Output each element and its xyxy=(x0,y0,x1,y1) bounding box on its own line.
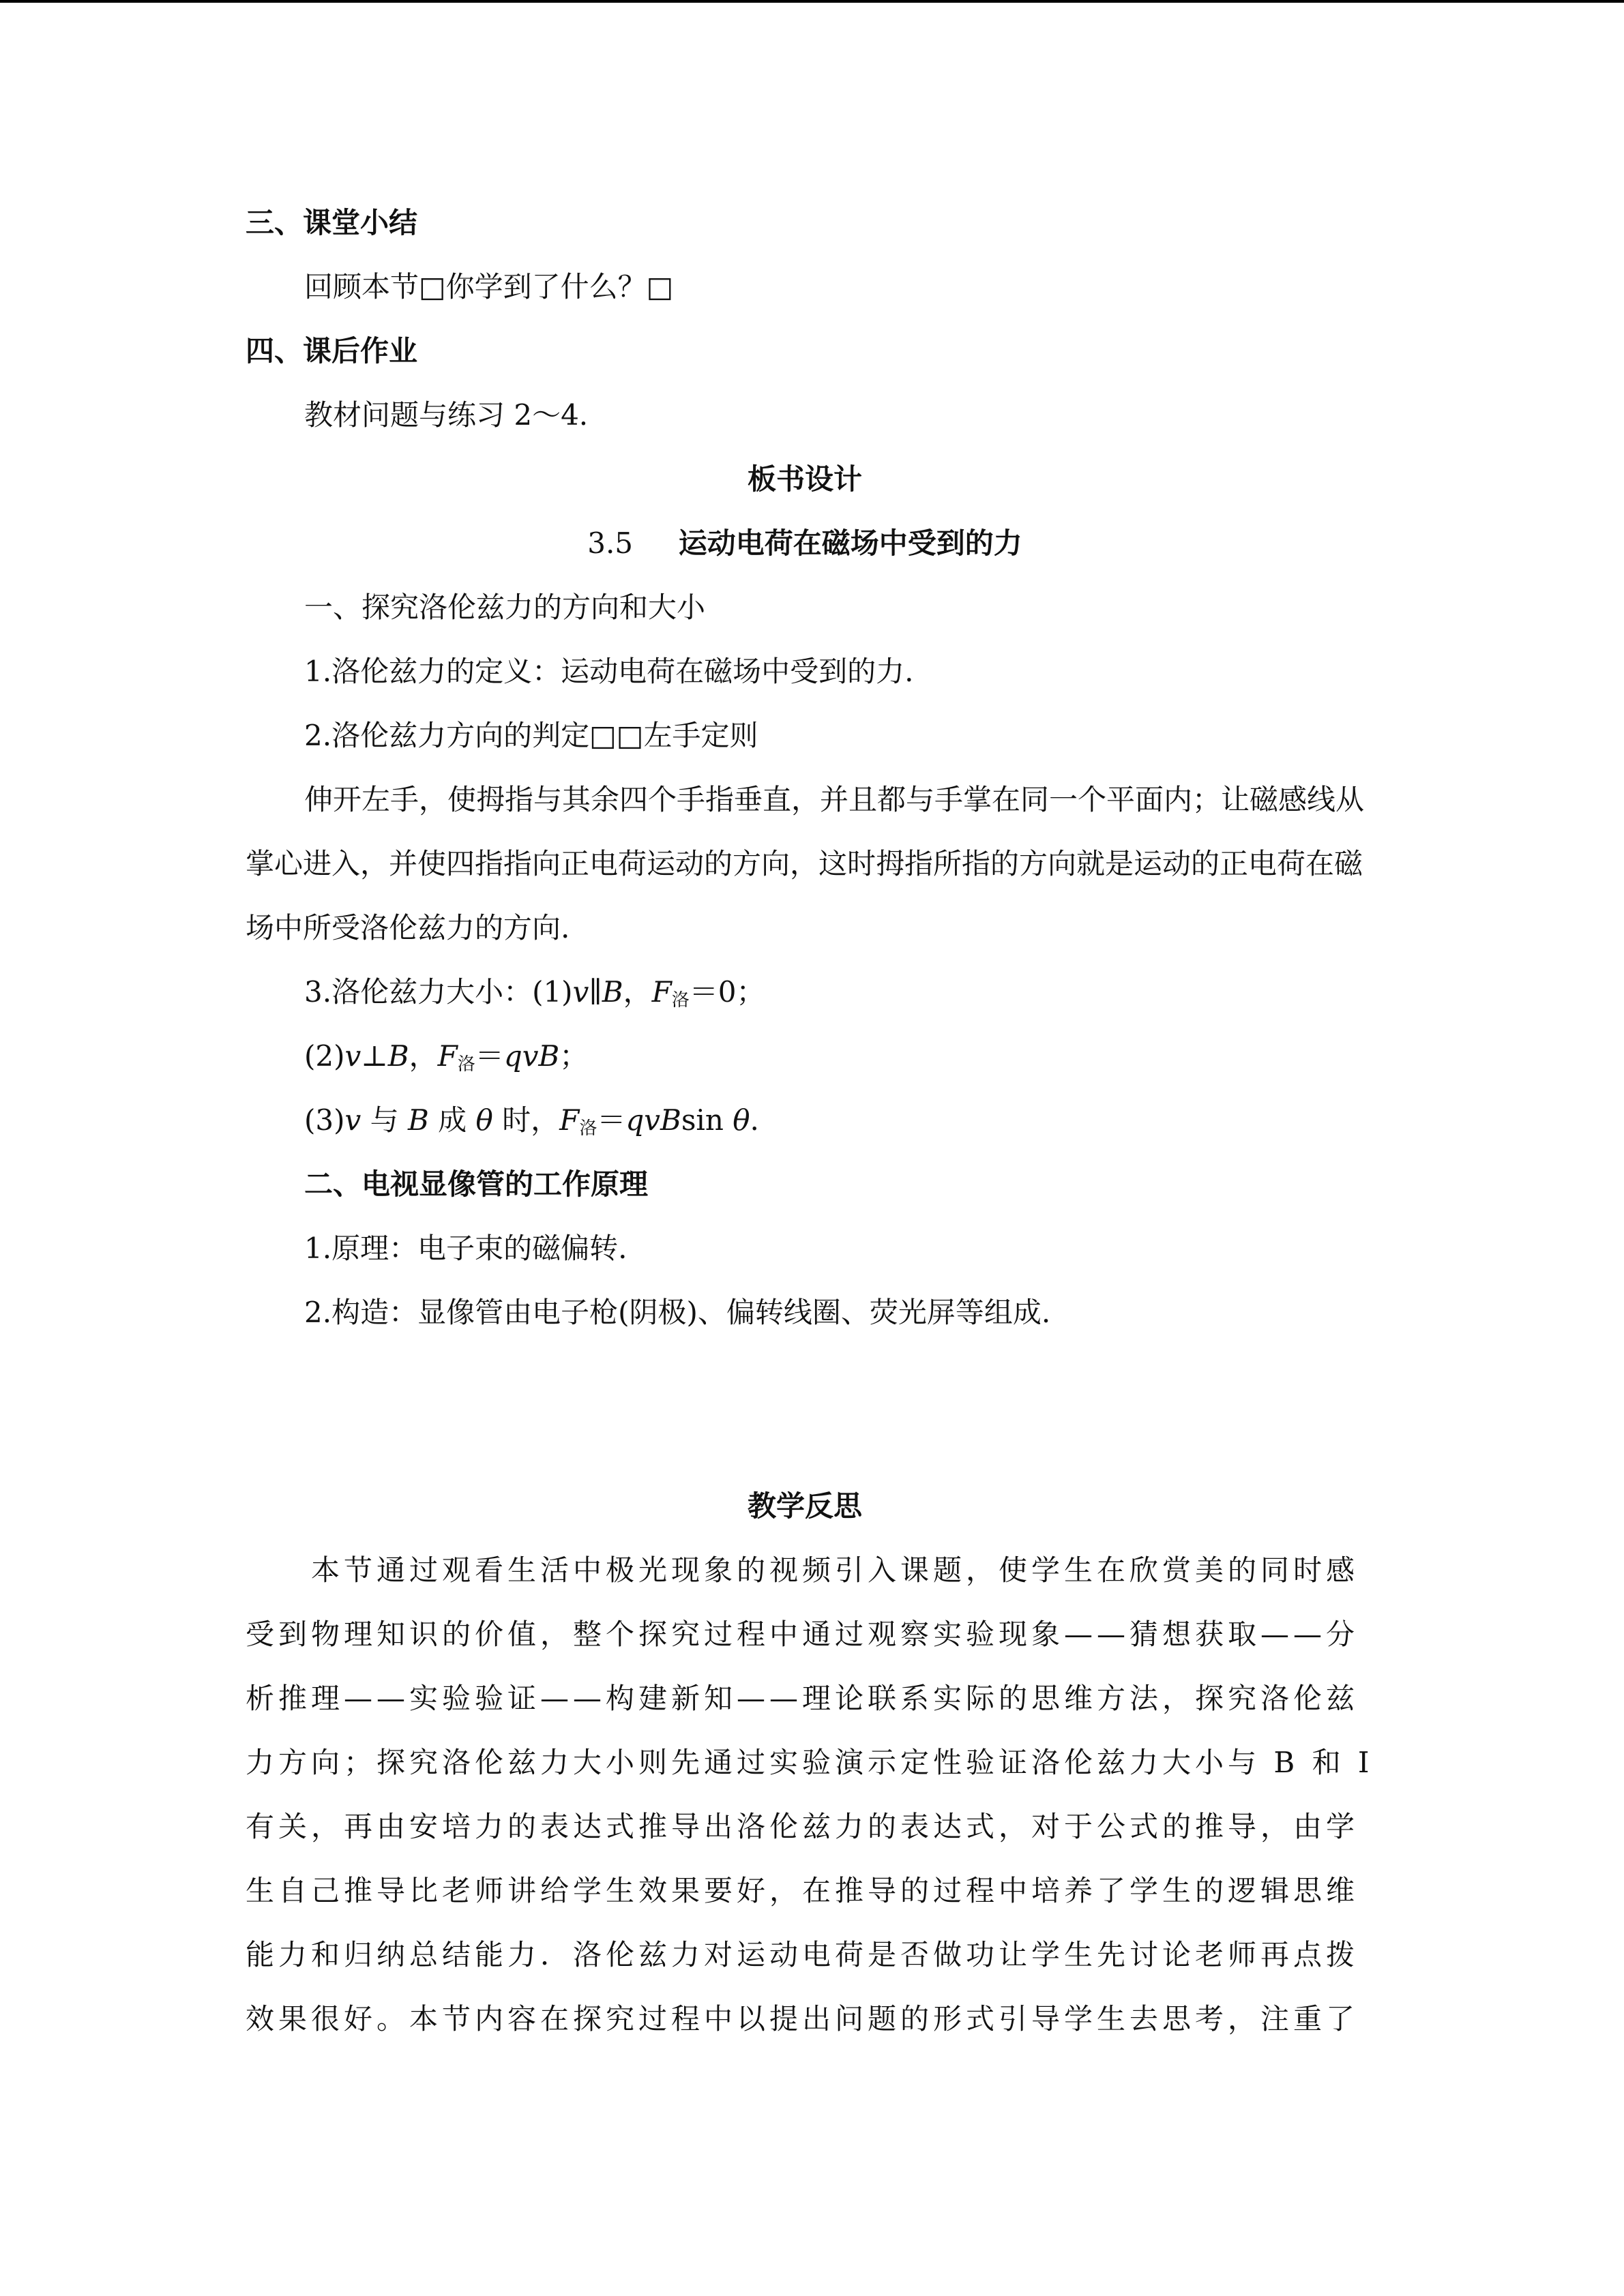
symbol-theta: θ xyxy=(733,1103,750,1137)
period: . xyxy=(750,1103,759,1137)
section-one-heading: 一、探究洛伦兹力的方向和大小 xyxy=(304,591,706,624)
formula-prefix: (2) xyxy=(304,1039,345,1073)
symbol-f: F xyxy=(559,1103,580,1137)
top-border-line xyxy=(0,0,1624,3)
board-subtitle xyxy=(246,525,1364,562)
text-when: 时， xyxy=(492,1103,560,1137)
item-direction-rule: 2.洛伦兹力方向的判定□□左手定则 xyxy=(304,719,758,752)
text-sin: sin xyxy=(681,1103,733,1137)
formula-prefix: 3.洛伦兹力大小：(1) xyxy=(304,975,573,1009)
reflection-line-5: 有关，再由安培力的表达式推导出洛伦兹力的表达式，对于公式的推导，由学 xyxy=(246,1810,1359,1843)
comma: ， xyxy=(623,975,652,1009)
text-with: 与 xyxy=(361,1103,408,1137)
reflection-title: 教学反思 xyxy=(747,1489,862,1523)
semicolon: ； xyxy=(559,1039,589,1073)
homework-heading: 四、课后作业 xyxy=(246,334,418,368)
symbol-f: F xyxy=(651,975,672,1009)
item-structure: 2.构造：显像管由电子枪(阴极)、偏转线圈、荧光屏等组成. xyxy=(304,1296,1051,1329)
summary-text: 回顾本节□你学到了什么？□ xyxy=(304,270,674,303)
symbol-v: v xyxy=(572,975,589,1009)
formula-prefix: (3) xyxy=(304,1103,345,1137)
item-principle: 1.原理：电子束的磁偏转. xyxy=(304,1232,628,1265)
equals: ＝ xyxy=(597,1103,626,1137)
symbol-v: v xyxy=(344,1103,361,1137)
board-title: 板书设计 xyxy=(747,462,862,496)
board-subtitle-text: 运动电荷在磁场中受到的力 xyxy=(678,526,1022,560)
reflection-line-3: 析推理——实验验证——构建新知——理论联系实际的思维方法，探究洛伦兹 xyxy=(246,1682,1359,1715)
item-definition: 1.洛伦兹力的定义：运动电荷在磁场中受到的力. xyxy=(304,655,914,688)
rule-paragraph-line-1: 伸开左手，使拇指与其余四个手指垂直，并且都与手掌在同一个平面内；让磁感线从 xyxy=(304,783,1365,816)
rule-paragraph-line-2: 掌心进入，并使四指指向正电荷运动的方向，这时拇指所指的方向就是运动的正电荷在磁 xyxy=(246,847,1363,880)
board-subtitle-number: 3.5 xyxy=(587,526,634,560)
item-magnitude-case-2 xyxy=(304,1038,588,1075)
symbol-b: B xyxy=(602,975,623,1009)
symbol-qvb: qvB xyxy=(503,1039,560,1073)
equals: ＝ xyxy=(475,1039,504,1073)
symbol-b: B xyxy=(407,1103,429,1137)
text-at: 成 xyxy=(428,1103,476,1137)
symbol-b: B xyxy=(387,1039,409,1073)
comma: ， xyxy=(409,1039,438,1073)
symbol-parallel: ∥ xyxy=(589,975,602,1009)
subscript-luo: 洛 xyxy=(579,1118,597,1139)
subscript-luo: 洛 xyxy=(457,1054,475,1075)
summary-heading: 三、课堂小结 xyxy=(246,206,418,239)
rule-paragraph-line-3: 场中所受洛伦兹力的方向. xyxy=(246,911,570,944)
subscript-luo: 洛 xyxy=(671,990,690,1011)
homework-text: 教材问题与练习 2～4. xyxy=(304,398,589,432)
formula-result: ＝0； xyxy=(689,975,765,1009)
reflection-line-2: 受到物理知识的价值，整个探究过程中通过观察实验现象——猜想获取——分 xyxy=(246,1617,1359,1651)
symbol-perpendicular: ⊥ xyxy=(361,1039,388,1073)
reflection-line-4: 力方向；探究洛伦兹力大小则先通过实验演示定性验证洛伦兹力大小与 B 和 I xyxy=(246,1746,1374,1779)
item-magnitude-case-3 xyxy=(304,1102,759,1139)
section-two-heading: 二、电视显像管的工作原理 xyxy=(304,1167,649,1201)
symbol-theta: θ xyxy=(475,1103,493,1137)
symbol-f: F xyxy=(437,1039,458,1073)
symbol-v: v xyxy=(344,1039,361,1073)
reflection-line-6: 生自己推导比老师讲给学生效果要好，在推导的过程中培养了学生的逻辑思维 xyxy=(246,1874,1359,1907)
reflection-line-8: 效果很好。本节内容在探究过程中以提出问题的形式引导学生去思考，注重了 xyxy=(246,2002,1359,2036)
symbol-qvb: qvB xyxy=(625,1103,681,1137)
reflection-line-7: 能力和归纳总结能力．洛伦兹力对运动电荷是否做功让学生先讨论老师再点拨 xyxy=(246,1938,1359,1971)
item-magnitude-case-1 xyxy=(304,974,765,1011)
reflection-line-1: 本节通过观看生活中极光现象的视频引入课题，使学生在欣赏美的同时感 xyxy=(311,1553,1359,1587)
